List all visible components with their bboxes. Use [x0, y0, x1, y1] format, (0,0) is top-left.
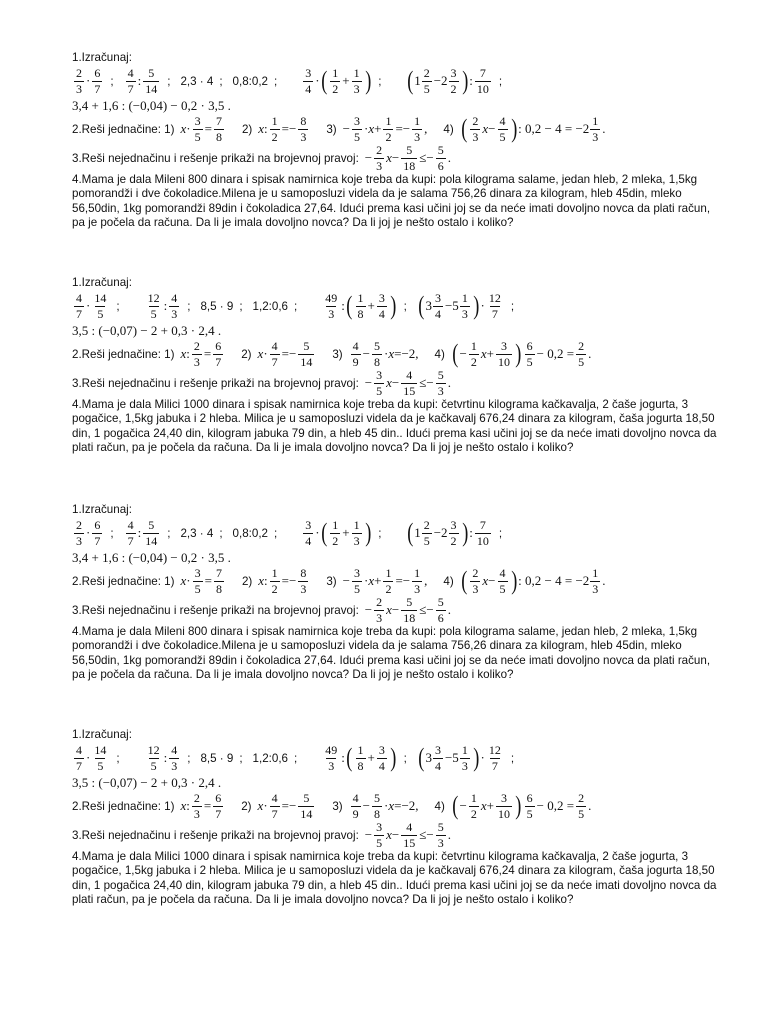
equations-row: 2.Reši jednačine: 1) x · $\frac{3}{5}$ = $\frac{7}{8}$ 2) x : $\frac{1}{2}$ =− $\frac{8}{3}$ 3) − $\frac{3}{5}$ · x + $\frac{1}{2}$ =− $\frac{1}{3}$ , 4) ( $\frac{2}{3}$ x − $\frac{4}{5}$ ) : 0,2 − 4 = −2 $\frac{1}{3}$ . [72, 565, 606, 596]
exercise-block-1 [72, 50, 720, 231]
calc-expressions-row: $\frac{4}{7}$ · $\frac{14}{5}$ ; $\frac{12}{5}$ : $\frac{4}{3}$ ; 8,5 · 9 ; 1,2:0,6 ; $\frac{49}{3}$ : ( $\frac{1}{8}$ + $\frac{3}{4}$ ) ; ( 3 $\frac{3}{4}$ −5 $\frac{1}{3}$ ) · $\frac{12}{7}$ ; [76, 290, 515, 321]
word-problem: 4.Mama je dala Milici 1000 dinara i spisak namirnica koje treba da kupi: četvrtinu kilograma kačkavalja, 2 čaše jogurta, 3 pogačice, 1,5kg jabuka i 2 hleba. Milica je u samoposluzi videla da je kačkavalj 676,24 dinara za kilogram, čaša jogurta 18,50 din, 1 pogačica 24,40 din, kilogram jabuka 79 din, a hleb 45 din.. Idući prema kasi učini joj se da neće imati dovoljno novca da plati račun, pa je počela da računa. Da li je imala dovoljno novca? Da li joj je nešto ostalo i koliko? [72, 398, 717, 455]
calc-expressions-row: $\frac{4}{7}$ · $\frac{14}{5}$ ; $\frac{12}{5}$ : $\frac{4}{3}$ ; 8,5 · 9 ; 1,2:0,6 ; $\frac{49}{3}$ : ( $\frac{1}{8}$ + $\frac{3}{4}$ ) ; ( 3 $\frac{3}{4}$ −5 $\frac{1}{3}$ ) · $\frac{12}{7}$ ; [76, 742, 515, 773]
calc-heading: 1.Izračunaj: [72, 502, 132, 516]
calc-heading: 1.Izračunaj: [72, 275, 132, 289]
calc-decimal-line: 3,4 + 1,6 : (−0,04) − 0,2 · 3,5 . [72, 98, 231, 113]
calc-heading: 1.Izračunaj: [72, 50, 132, 64]
word-problem: 4.Mama je dala Mileni 800 dinara i spisak namirnica koje treba da kupi: pola kilograma salame, jedan hleb, 2 mleka, 1,5kg pomorandži i dve čokoladice.Milena je u samoposluzi videla da je salama 756,26 dinara za kilogram, hleb 45din, mleko 56,50din, 1kg pomorandži 89din i čokoladica 27,64. Idući prema kasi učini joj se da neće imati dovoljno novca da plati račun, pa je počela da računa. Da li je imala dovoljno novca? Da li joj je nešto ostalo i koliko? [72, 625, 711, 682]
equations-row: 2.Reši jednačine: 1) x : $\frac{2}{3}$ = $\frac{6}{7}$ 2) x · $\frac{4}{7}$ =− $\frac{5}{14}$ 3) $\frac{4}{9}$ − $\frac{5}{8}$ · x =−2, 4) ( − $\frac{1}{2}$ x + $\frac{3}{10}$ ) $\frac{6}{5}$ − 0,2 = $\frac{2}{5}$ . [72, 338, 592, 369]
calc-expressions-row: $\frac{2}{3}$ · $\frac{6}{7}$ ; $\frac{4}{7}$ : $\frac{5}{14}$ ; 2,3 · 4 ; 0,8:0,2 ; $\frac{3}{4}$ · ( $\frac{1}{2}$ + $\frac{1}{3}$ ) ; ( 1 $\frac{2}{5}$ −2 $\frac{3}{2}$ ) : $\frac{7}{10}$ ; [76, 65, 503, 96]
inequality-row: 3.Reši nejednačinu i rešenje prikaži na brojevnoj pravoj: − $\frac{2}{3}$ x − $\frac{5}{18}$ ≤− $\frac{5}{6}$ . [72, 594, 451, 625]
calc-expressions-row: $\frac{2}{3}$ · $\frac{6}{7}$ ; $\frac{4}{7}$ : $\frac{5}{14}$ ; 2,3 · 4 ; 0,8:0,2 ; $\frac{3}{4}$ · ( $\frac{1}{2}$ + $\frac{1}{3}$ ) ; ( 1 $\frac{2}{5}$ −2 $\frac{3}{2}$ ) : $\frac{7}{10}$ ; [76, 517, 503, 548]
calc-heading: 1.Izračunaj: [72, 727, 132, 741]
inequality-row: 3.Reši nejednačinu i rešenje prikaži na brojevnoj pravoj: − $\frac{3}{5}$ x − $\frac{4}{15}$ ≤− $\frac{5}{3}$ . [72, 367, 451, 398]
exercise-block-4 [72, 727, 720, 908]
calc-decimal-line: 3,5 : (−0,07) − 2 + 0,3 · 2,4 . [72, 323, 222, 338]
inequality-row: 3.Reši nejednačinu i rešenje prikaži na brojevnoj pravoj: − $\frac{2}{3}$ x − $\frac{5}{18}$ ≤− $\frac{5}{6}$ . [72, 142, 451, 173]
inequality-row: 3.Reši nejednačinu i rešenje prikaži na brojevnoj pravoj: − $\frac{3}{5}$ x − $\frac{4}{15}$ ≤− $\frac{5}{3}$ . [72, 819, 451, 850]
word-problem: 4.Mama je dala Mileni 800 dinara i spisak namirnica koje treba da kupi: pola kilograma salame, jedan hleb, 2 mleka, 1,5kg pomorandži i dve čokoladice.Milena je u samoposluzi videla da je salama 756,26 dinara za kilogram, hleb 45din, mleko 56,50din, 1kg pomorandži 89din i čokoladica 27,64. Idući prema kasi učini joj se da neće imati dovoljno novca da plati račun, pa je počela da računa. Da li je imala dovoljno novca? Da li joj je nešto ostalo i koliko? [72, 173, 711, 230]
calc-decimal-line: 3,4 + 1,6 : (−0,04) − 0,2 · 3,5 . [72, 550, 231, 565]
equations-row: 2.Reši jednačine: 1) x · $\frac{3}{5}$ = $\frac{7}{8}$ 2) x : $\frac{1}{2}$ =− $\frac{8}{3}$ 3) − $\frac{3}{5}$ · x + $\frac{1}{2}$ =− $\frac{1}{3}$ , 4) ( $\frac{2}{3}$ x − $\frac{4}{5}$ ) : 0,2 − 4 = −2 $\frac{1}{3}$ . [72, 113, 606, 144]
equations-row: 2.Reši jednačine: 1) x : $\frac{2}{3}$ = $\frac{6}{7}$ 2) x · $\frac{4}{7}$ =− $\frac{5}{14}$ 3) $\frac{4}{9}$ − $\frac{5}{8}$ · x =−2, 4) ( − $\frac{1}{2}$ x + $\frac{3}{10}$ ) $\frac{6}{5}$ − 0,2 = $\frac{2}{5}$ . [72, 790, 592, 821]
exercise-block-2 [72, 275, 720, 456]
word-problem: 4.Mama je dala Milici 1000 dinara i spisak namirnica koje treba da kupi: četvrtinu kilograma kačkavalja, 2 čaše jogurta, 3 pogačice, 1,5kg jabuka i 2 hleba. Milica je u samoposluzi videla da je kačkavalj 676,24 dinara za kilogram, čaša jogurta 18,50 din, 1 pogačica 24,40 din, kilogram jabuka 79 din, a hleb 45 din.. Idući prema kasi učini joj se da neće imati dovoljno novca da plati račun, pa je počela da računa. Da li je imala dovoljno novca? Da li joj je nešto ostalo i koliko? [72, 850, 717, 907]
exercise-block-3 [72, 502, 720, 683]
calc-decimal-line: 3,5 : (−0,07) − 2 + 0,3 · 2,4 . [72, 775, 222, 790]
